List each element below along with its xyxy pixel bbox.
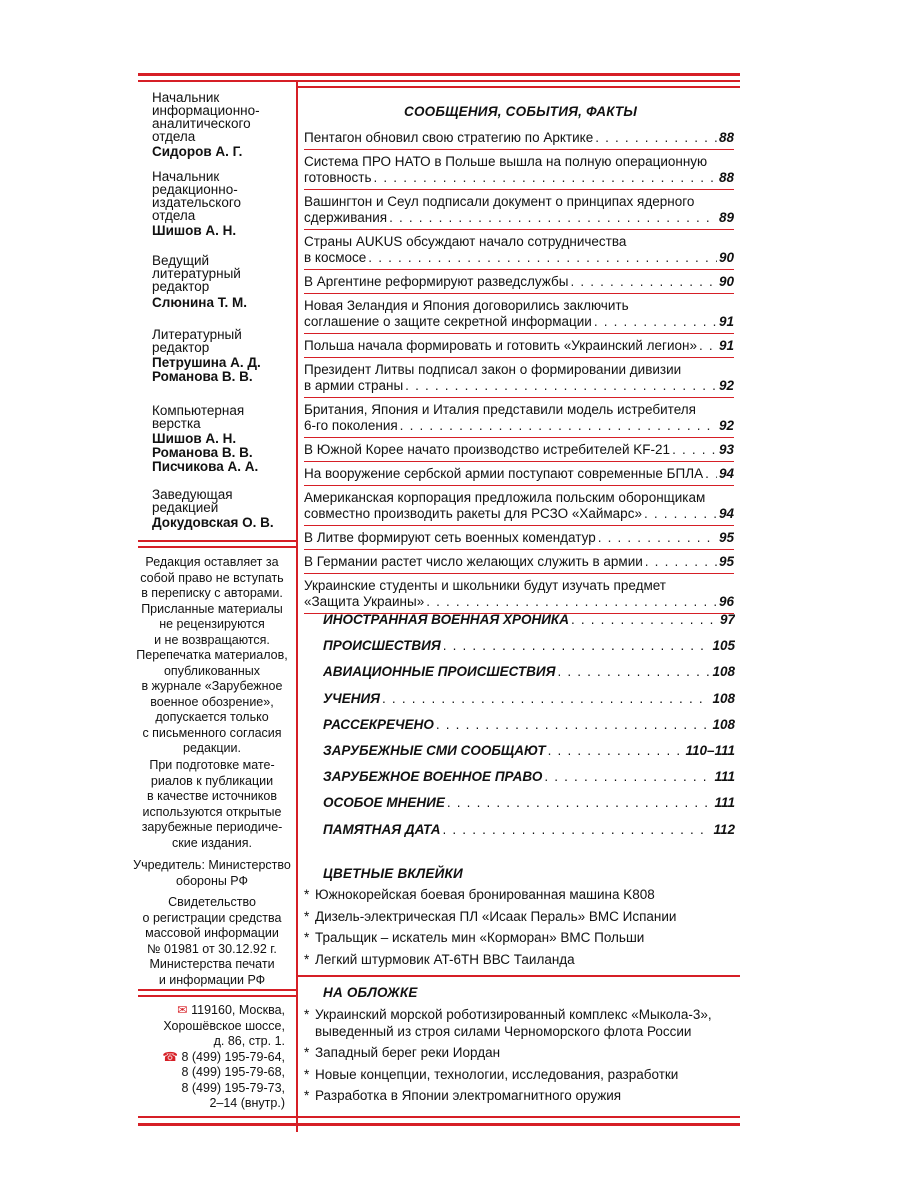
section-page-number: 108 <box>712 690 735 706</box>
phone-line: 2–14 (внутр.) <box>209 1096 285 1110</box>
staff-role-line: отдела <box>152 129 196 144</box>
toc-entry[interactable] <box>304 358 734 398</box>
address-block <box>140 1003 285 1112</box>
leader-dots <box>571 612 718 627</box>
staff-role-line: издательского <box>152 195 241 210</box>
bullet-item <box>304 1088 734 1105</box>
toc-entry-text: «Защита Украины» <box>304 594 425 609</box>
leader-dots <box>436 717 711 732</box>
note-line: с письменного согласия <box>142 725 282 740</box>
toc-entry-line <box>304 194 734 210</box>
bullet-item <box>304 1007 734 1040</box>
bullet-text <box>315 909 676 926</box>
note-line: о регистрации средства <box>142 910 282 925</box>
bullet-text-line: выведенный из строя силами Черноморского флота России <box>315 1023 692 1039</box>
bullet-text-line: Легкий штурмовик AT-6TH ВВС Таиланда <box>315 951 575 967</box>
toc-entry-line <box>304 298 734 314</box>
toc-entry-text: В Германии растет число желающих служить в армии <box>304 554 643 569</box>
cover-title: НА ОБЛОЖКЕ <box>323 985 418 1000</box>
leader-dots <box>373 170 716 186</box>
staff-name: Романова В. В. <box>152 369 253 384</box>
leader-dots <box>389 210 717 226</box>
toc-page-number: 95 <box>718 554 734 569</box>
note-line: Свидетельство <box>168 895 256 909</box>
toc-entry[interactable] <box>304 550 734 574</box>
section-page-number: 111 <box>714 795 735 811</box>
note-line: Присланные материалы <box>141 601 283 616</box>
toc-entry-line <box>304 274 734 290</box>
staff-role-line: верстка <box>152 416 201 431</box>
top-rule-1 <box>138 73 740 76</box>
toc-page-number: 94 <box>718 466 734 481</box>
toc-entry-line <box>304 506 734 522</box>
toc-entry-line <box>304 418 734 434</box>
asterisk-icon: * <box>304 930 310 945</box>
toc-entry-text: В Южной Корее начато производство истребителей KF-21 <box>304 442 671 457</box>
toc-entry[interactable] <box>304 526 734 550</box>
toc-entry-line <box>304 490 734 506</box>
bottom-rule-1 <box>138 1116 740 1118</box>
staff-name: Шишов А. Н. <box>152 431 237 446</box>
bullet-text <box>315 887 655 904</box>
address-line <box>140 1003 285 1019</box>
toc-entry-line <box>304 466 734 482</box>
bullet-text <box>315 930 644 947</box>
note-line: и информации РФ <box>158 972 266 987</box>
section-entry[interactable] <box>323 664 735 690</box>
staff-name: Петрушина А. Д. <box>152 355 261 370</box>
leader-dots <box>368 250 717 266</box>
toc-entry-line <box>304 442 734 458</box>
toc-entry-text: 6-го поколения <box>304 418 398 433</box>
toc-page-number: 94 <box>718 506 734 521</box>
staff-role-line: редакционно- <box>152 182 238 197</box>
note-line: собой право не вступать <box>140 570 284 585</box>
address-line: Хорошёвское шоссе, <box>163 1018 285 1033</box>
sections-list <box>323 612 735 848</box>
leader-dots <box>598 530 717 546</box>
section-label: АВИАЦИОННЫЕ ПРОИСШЕСТВИЯ <box>323 664 556 680</box>
leader-dots <box>672 442 717 458</box>
bullet-text-line: Дизель-электрическая ПЛ «Исаак Пераль» ВМС Испании <box>315 908 677 924</box>
leader-dots <box>400 418 717 434</box>
toc-page-number: 88 <box>718 170 734 185</box>
section-page-number: 112 <box>713 821 735 837</box>
section-entry[interactable] <box>323 743 735 769</box>
section-label: ИНОСТРАННАЯ ВОЕННАЯ ХРОНИКА <box>323 612 569 627</box>
staff-name: Шишов А. Н. <box>152 223 237 238</box>
leader-dots <box>557 664 710 679</box>
editorial-note <box>128 555 296 757</box>
toc-page-number: 96 <box>718 594 734 609</box>
toc-page-number: 92 <box>718 418 734 433</box>
toc-page-number: 91 <box>718 338 734 353</box>
bullet-text-line: Украинский морской роботизированный комплекс «Мыкола-3», <box>315 1007 712 1022</box>
leader-dots <box>570 274 717 290</box>
toc-entry-text: совместно производить ракеты для РСЗО «Хаймарс» <box>304 506 642 521</box>
staff-block-4 <box>152 328 302 383</box>
address-line: д. 86, стр. 1. <box>213 1034 285 1048</box>
phone-line <box>140 1050 285 1066</box>
toc-entry-text: Вашингтон и Сеул подписали документ о принципах ядерного <box>304 194 695 209</box>
bullet-item <box>304 1045 734 1062</box>
note-line: в журнале «Зарубежное <box>141 679 283 693</box>
leader-dots <box>645 554 717 570</box>
note-line: используются открытые <box>142 804 282 819</box>
bullet-text <box>315 952 575 969</box>
leader-dots <box>443 822 712 837</box>
phone-line: 8 (499) 195-79-68, <box>181 1065 285 1079</box>
asterisk-icon: * <box>304 1045 310 1060</box>
staff-role-line: редактор <box>152 279 210 294</box>
toc-entry[interactable] <box>304 190 734 230</box>
toc-entry-line <box>304 250 734 266</box>
top-rule-2 <box>138 80 740 82</box>
phone-line: 8 (499) 195-79-73, <box>181 1080 285 1095</box>
toc-entry[interactable] <box>304 486 734 526</box>
sources-note <box>128 758 296 851</box>
staff-role-line: Начальник <box>152 169 220 184</box>
leader-dots <box>705 466 717 482</box>
toc-entry-text: Страны AUKUS обсуждают начало сотрудничества <box>304 234 627 249</box>
staff-role-line: информационно- <box>152 103 260 118</box>
leader-dots <box>443 638 711 653</box>
note-line: в качестве источников <box>147 789 277 803</box>
toc-entry-line <box>304 554 734 570</box>
section-entry[interactable] <box>323 717 735 743</box>
staff-role-line: редакцией <box>152 500 219 515</box>
asterisk-icon: * <box>304 1007 310 1022</box>
staff-block-3 <box>152 254 302 309</box>
color-inserts-title: ЦВЕТНЫЕ ВКЛЕЙКИ <box>323 866 463 881</box>
staff-block-1 <box>152 91 302 158</box>
leader-dots <box>426 594 717 610</box>
toc-entry[interactable] <box>304 150 734 190</box>
note-line: ские издания. <box>172 835 252 850</box>
toc-entry-text: в космосе <box>304 250 367 265</box>
staff-role-line: отдела <box>152 208 196 223</box>
cover-list <box>304 1007 734 1110</box>
toc-entry-text: Пентагон обновил свою стратегию по Арктике <box>304 130 594 145</box>
note-line: редакции. <box>183 741 241 755</box>
note-line: не рецензируются <box>159 617 265 631</box>
toc-entry[interactable] <box>304 270 734 294</box>
section-entry[interactable] <box>323 795 735 821</box>
section-entry[interactable] <box>323 822 735 848</box>
note-line: Перепечатка материалов, <box>136 648 288 662</box>
staff-role-line: Ведущий <box>152 253 210 268</box>
bullet-text <box>315 1007 712 1040</box>
section-label: ПАМЯТНАЯ ДАТА <box>323 821 441 837</box>
toc-entry-text: готовность <box>304 170 372 185</box>
asterisk-icon: * <box>304 908 310 924</box>
toc-entry-text: В Аргентине реформируют разведслужбы <box>304 274 569 289</box>
note-line: опубликованных <box>163 663 261 678</box>
toc-page-number: 90 <box>718 274 734 289</box>
note-line: обороны РФ <box>175 873 249 888</box>
toc-entry[interactable] <box>304 438 734 462</box>
toc-entry[interactable] <box>304 334 734 358</box>
section-page-number: 108 <box>712 716 735 732</box>
toc-page-number: 90 <box>718 250 734 265</box>
section-entry[interactable] <box>323 638 735 664</box>
toc-entry-text: Польша начала формировать и готовить «Украинский легион» <box>304 338 697 353</box>
bottom-rule-2 <box>138 1123 740 1126</box>
leader-dots <box>548 743 684 758</box>
section-title: СООБЩЕНИЯ, СОБЫТИЯ, ФАКТЫ <box>404 104 638 119</box>
note-line: Редакция оставляет за <box>145 555 279 569</box>
toc-page-number: 89 <box>718 210 734 225</box>
leader-dots <box>544 769 712 784</box>
leader-dots <box>595 130 717 146</box>
section-entry[interactable] <box>323 769 735 795</box>
envelope-icon: ✉ <box>177 1003 188 1017</box>
section-label: УЧЕНИЯ <box>323 690 381 706</box>
toc-entry-line <box>304 578 734 594</box>
section-page-number: 110–111 <box>685 742 735 758</box>
note-line: массовой информации <box>145 926 279 940</box>
bullet-text-line: Разработка в Японии электромагнитного оружия <box>315 1088 622 1103</box>
staff-role-line: Заведующая <box>152 487 233 502</box>
founder-note <box>128 858 296 889</box>
toc-entry-line <box>304 378 734 394</box>
bullet-item <box>304 1067 734 1084</box>
staff-block-2 <box>152 170 302 237</box>
toc-list <box>304 130 734 614</box>
note-line: военное обозрение», <box>150 694 274 709</box>
staff-role-line: Компьютерная <box>152 403 245 418</box>
staff-block-6 <box>152 488 302 529</box>
note-line: допускается только <box>155 710 269 724</box>
toc-entry-text: соглашение о защите секретной информации <box>304 314 592 329</box>
toc-entry-text: В Литве формируют сеть военных комендатур <box>304 530 596 545</box>
staff-role-line: Литературный <box>152 327 242 342</box>
section-label: ПРОИСШЕСТВИЯ <box>323 638 441 654</box>
leader-dots <box>644 506 717 522</box>
toc-page-number: 95 <box>718 530 734 545</box>
note-line: в переписку с авторами. <box>141 586 283 600</box>
toc-entry-line <box>304 594 734 610</box>
note-line: № 01981 от 30.12.92 г. <box>147 941 277 956</box>
toc-entry-line <box>304 402 734 418</box>
toc-entry[interactable] <box>304 574 734 614</box>
left-divider-3 <box>138 989 296 991</box>
toc-entry-line <box>304 170 734 186</box>
section-label: РАССЕКРЕЧЕНО <box>323 716 434 732</box>
toc-entry-text: Британия, Япония и Италия представили модель истребителя <box>304 402 696 417</box>
toc-entry-line <box>304 314 734 330</box>
note-line: риалов к публикации <box>150 773 274 788</box>
section-entry[interactable] <box>323 612 735 638</box>
note-line: Министерства печати <box>149 957 275 971</box>
address-text: 119160, Москва, <box>191 1003 285 1017</box>
toc-entry-text: Американская корпорация предложила польским оборонщикам <box>304 490 706 505</box>
toc-entry-text: Новая Зеландия и Япония договорились заключить <box>304 298 629 313</box>
asterisk-icon: * <box>304 1088 310 1103</box>
section-entry[interactable] <box>323 691 735 717</box>
toc-entry-line <box>304 530 734 546</box>
note-line: При подготовке мате- <box>149 758 275 772</box>
toc-entry-line <box>304 130 734 146</box>
leader-dots <box>447 795 713 810</box>
section-page-number: 111 <box>714 769 735 785</box>
staff-role-line: литературный <box>152 266 241 281</box>
section-label: ЗАРУБЕЖНОЕ ВОЕННОЕ ПРАВО <box>323 769 543 785</box>
toc-page-number: 93 <box>718 442 734 457</box>
leader-dots <box>382 691 710 706</box>
section-page-number: 97 <box>719 612 735 627</box>
bullet-text <box>315 1067 678 1084</box>
bullet-text-line: Западный берег реки Иордан <box>315 1045 501 1060</box>
note-line: Учредитель: Министерство <box>133 858 291 872</box>
toc-entry[interactable] <box>304 462 734 486</box>
bullet-item <box>304 909 734 926</box>
bullet-text-line: Новые концепции, технологии, исследования, разработки <box>315 1066 679 1082</box>
staff-name: Писчикова А. А. <box>152 459 259 474</box>
toc-entry-text: На вооружение сербской армии поступают современные БПЛА <box>304 466 704 481</box>
asterisk-icon: * <box>304 1066 310 1082</box>
asterisk-icon: * <box>304 887 310 902</box>
toc-entry-line <box>304 338 734 354</box>
note-line: и не возвращаются. <box>154 632 270 647</box>
staff-name: Сидоров А. Г. <box>152 144 243 159</box>
leader-dots <box>405 378 717 394</box>
section-page-number: 105 <box>712 638 735 654</box>
section-label: ОСОБОЕ МНЕНИЕ <box>323 795 445 811</box>
staff-role-line: редактор <box>152 340 210 355</box>
toc-entry-text: Система ПРО НАТО в Польше вышла на полную операционную <box>304 154 708 169</box>
staff-role-line: Начальник <box>152 90 220 105</box>
staff-name: Слюнина Т. М. <box>152 295 247 310</box>
toc-entry-text: в армии страны <box>304 378 404 393</box>
toc-page-number: 92 <box>718 378 734 393</box>
toc-entry-line <box>304 362 734 378</box>
bullet-item <box>304 930 734 947</box>
bullet-text <box>315 1088 621 1105</box>
leader-dots <box>594 314 717 330</box>
toc-entry-text: сдерживания <box>304 210 388 225</box>
cover-divider-top <box>298 975 740 977</box>
toc-entry[interactable] <box>304 294 734 334</box>
bullet-text-line: Тральщик – искатель мин «Корморан» ВМС Польши <box>315 930 645 945</box>
section-page-number: 108 <box>712 664 735 680</box>
top-rule-3 <box>298 86 740 88</box>
staff-block-5 <box>152 404 302 473</box>
toc-entry-line <box>304 234 734 250</box>
left-divider-1 <box>138 540 296 542</box>
section-label: ЗАРУБЕЖНЫЕ СМИ СООБЩАЮТ <box>323 742 546 758</box>
toc-entry-text: Президент Литвы подписал закон о формировании дивизии <box>304 362 682 377</box>
note-line: зарубежные периодиче- <box>141 820 283 834</box>
leader-dots <box>699 338 717 354</box>
toc-entry-line <box>304 210 734 226</box>
toc-entry[interactable] <box>304 230 734 270</box>
bullet-text-line: Южнокорейская боевая бронированная машина K808 <box>315 887 655 902</box>
staff-name: Романова В. В. <box>152 445 253 460</box>
toc-page-number: 88 <box>718 130 734 145</box>
certificate-note <box>128 895 296 988</box>
bullet-text <box>315 1045 500 1062</box>
bullet-item <box>304 887 734 904</box>
staff-name: Докудовская О. В. <box>152 515 274 530</box>
left-divider-4 <box>138 995 296 997</box>
left-divider-2 <box>138 546 296 548</box>
phone-text: 8 (499) 195-79-64, <box>181 1049 285 1064</box>
toc-entry-line <box>304 154 734 170</box>
toc-entry[interactable] <box>304 130 734 150</box>
asterisk-icon: * <box>304 951 310 967</box>
color-inserts-list <box>304 887 734 973</box>
bullet-item <box>304 952 734 969</box>
staff-role-line: аналитического <box>152 116 251 131</box>
toc-entry[interactable] <box>304 398 734 438</box>
toc-page-number: 91 <box>718 314 734 329</box>
toc-entry-text: Украинские студенты и школьники будут изучать предмет <box>304 578 666 593</box>
phone-icon: ☎ <box>162 1049 178 1064</box>
